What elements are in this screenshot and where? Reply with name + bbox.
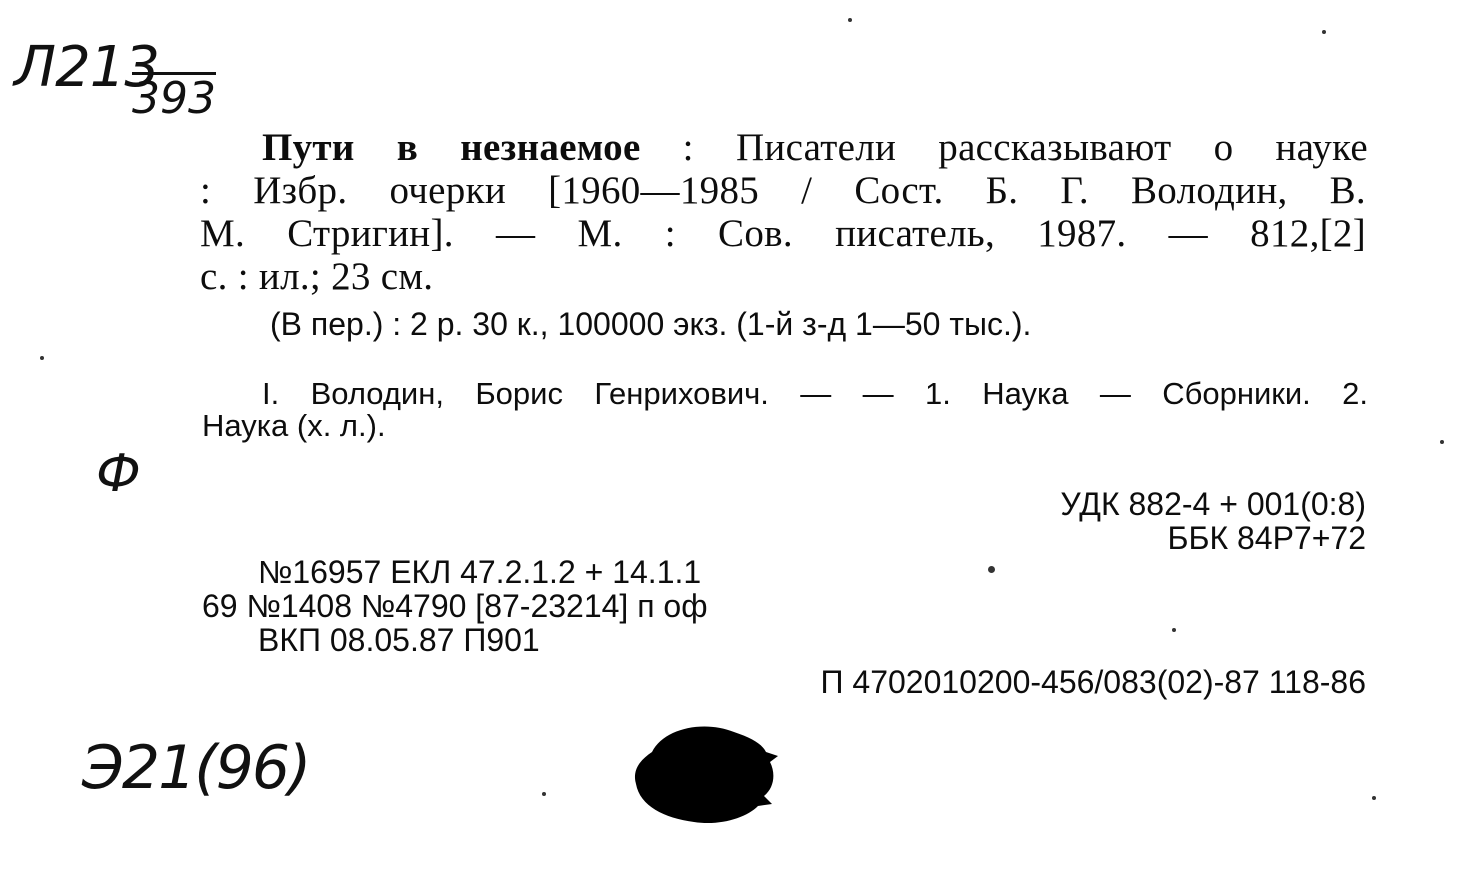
- record-line-2: : Избр. очерки [1960—1985 / Сост. Б. Г. Володин, В.: [200, 169, 1366, 212]
- handwritten-phi-mark: Ф: [96, 444, 141, 504]
- paper-speck: [1372, 796, 1376, 800]
- paper-speck: [542, 792, 546, 796]
- paper-speck: [1172, 628, 1176, 632]
- handwritten-inventory-number: Э21(96): [82, 733, 310, 803]
- ink-blot: [634, 722, 780, 824]
- paper-speck: [848, 18, 852, 22]
- tracing-line-1: I. Володин, Борис Генрихович. — — 1. Наука — Сборники. 2.: [262, 376, 1368, 411]
- price-print-run-line: (В пер.) : 2 р. 30 к., 100000 экз. (1-й з-д 1—50 тыс.).: [270, 306, 1032, 342]
- tracing-line-2: Наука (х. л.).: [202, 408, 386, 443]
- record-line-4: с. : ил.; 23 см.: [200, 255, 434, 298]
- record-line-1: [262, 128, 1368, 167]
- handwritten-shelf-mark-superscript: 393: [132, 73, 216, 124]
- vkp-code: ВКП 08.05.87 П901: [258, 622, 540, 658]
- paper-speck: [1322, 30, 1326, 34]
- ekl-code: №16957 ЕКЛ 47.2.1.2 + 14.1.1: [258, 554, 702, 590]
- handwritten-shelf-mark: Л213: [14, 35, 159, 100]
- paper-speck: [988, 566, 995, 573]
- record-subtitle: : Писатели рассказывают о науке: [640, 126, 1368, 169]
- record-title: Пути в незнаемое: [262, 126, 641, 169]
- paper-speck: [1440, 440, 1444, 444]
- bbk-code: ББК 84Р7+72: [1167, 520, 1366, 556]
- record-line-3: М. Стригин]. — М. : Сов. писатель, 1987. — 812,[2]: [200, 212, 1366, 255]
- paper-speck: [40, 356, 44, 360]
- order-numbers: 69 №1408 №4790 [87-23214] п оф: [202, 588, 708, 624]
- publisher-code: П 4702010200-456/083(02)-87 118-86: [820, 664, 1366, 700]
- udk-code: УДК 882-4 + 001(0:8): [1060, 486, 1366, 522]
